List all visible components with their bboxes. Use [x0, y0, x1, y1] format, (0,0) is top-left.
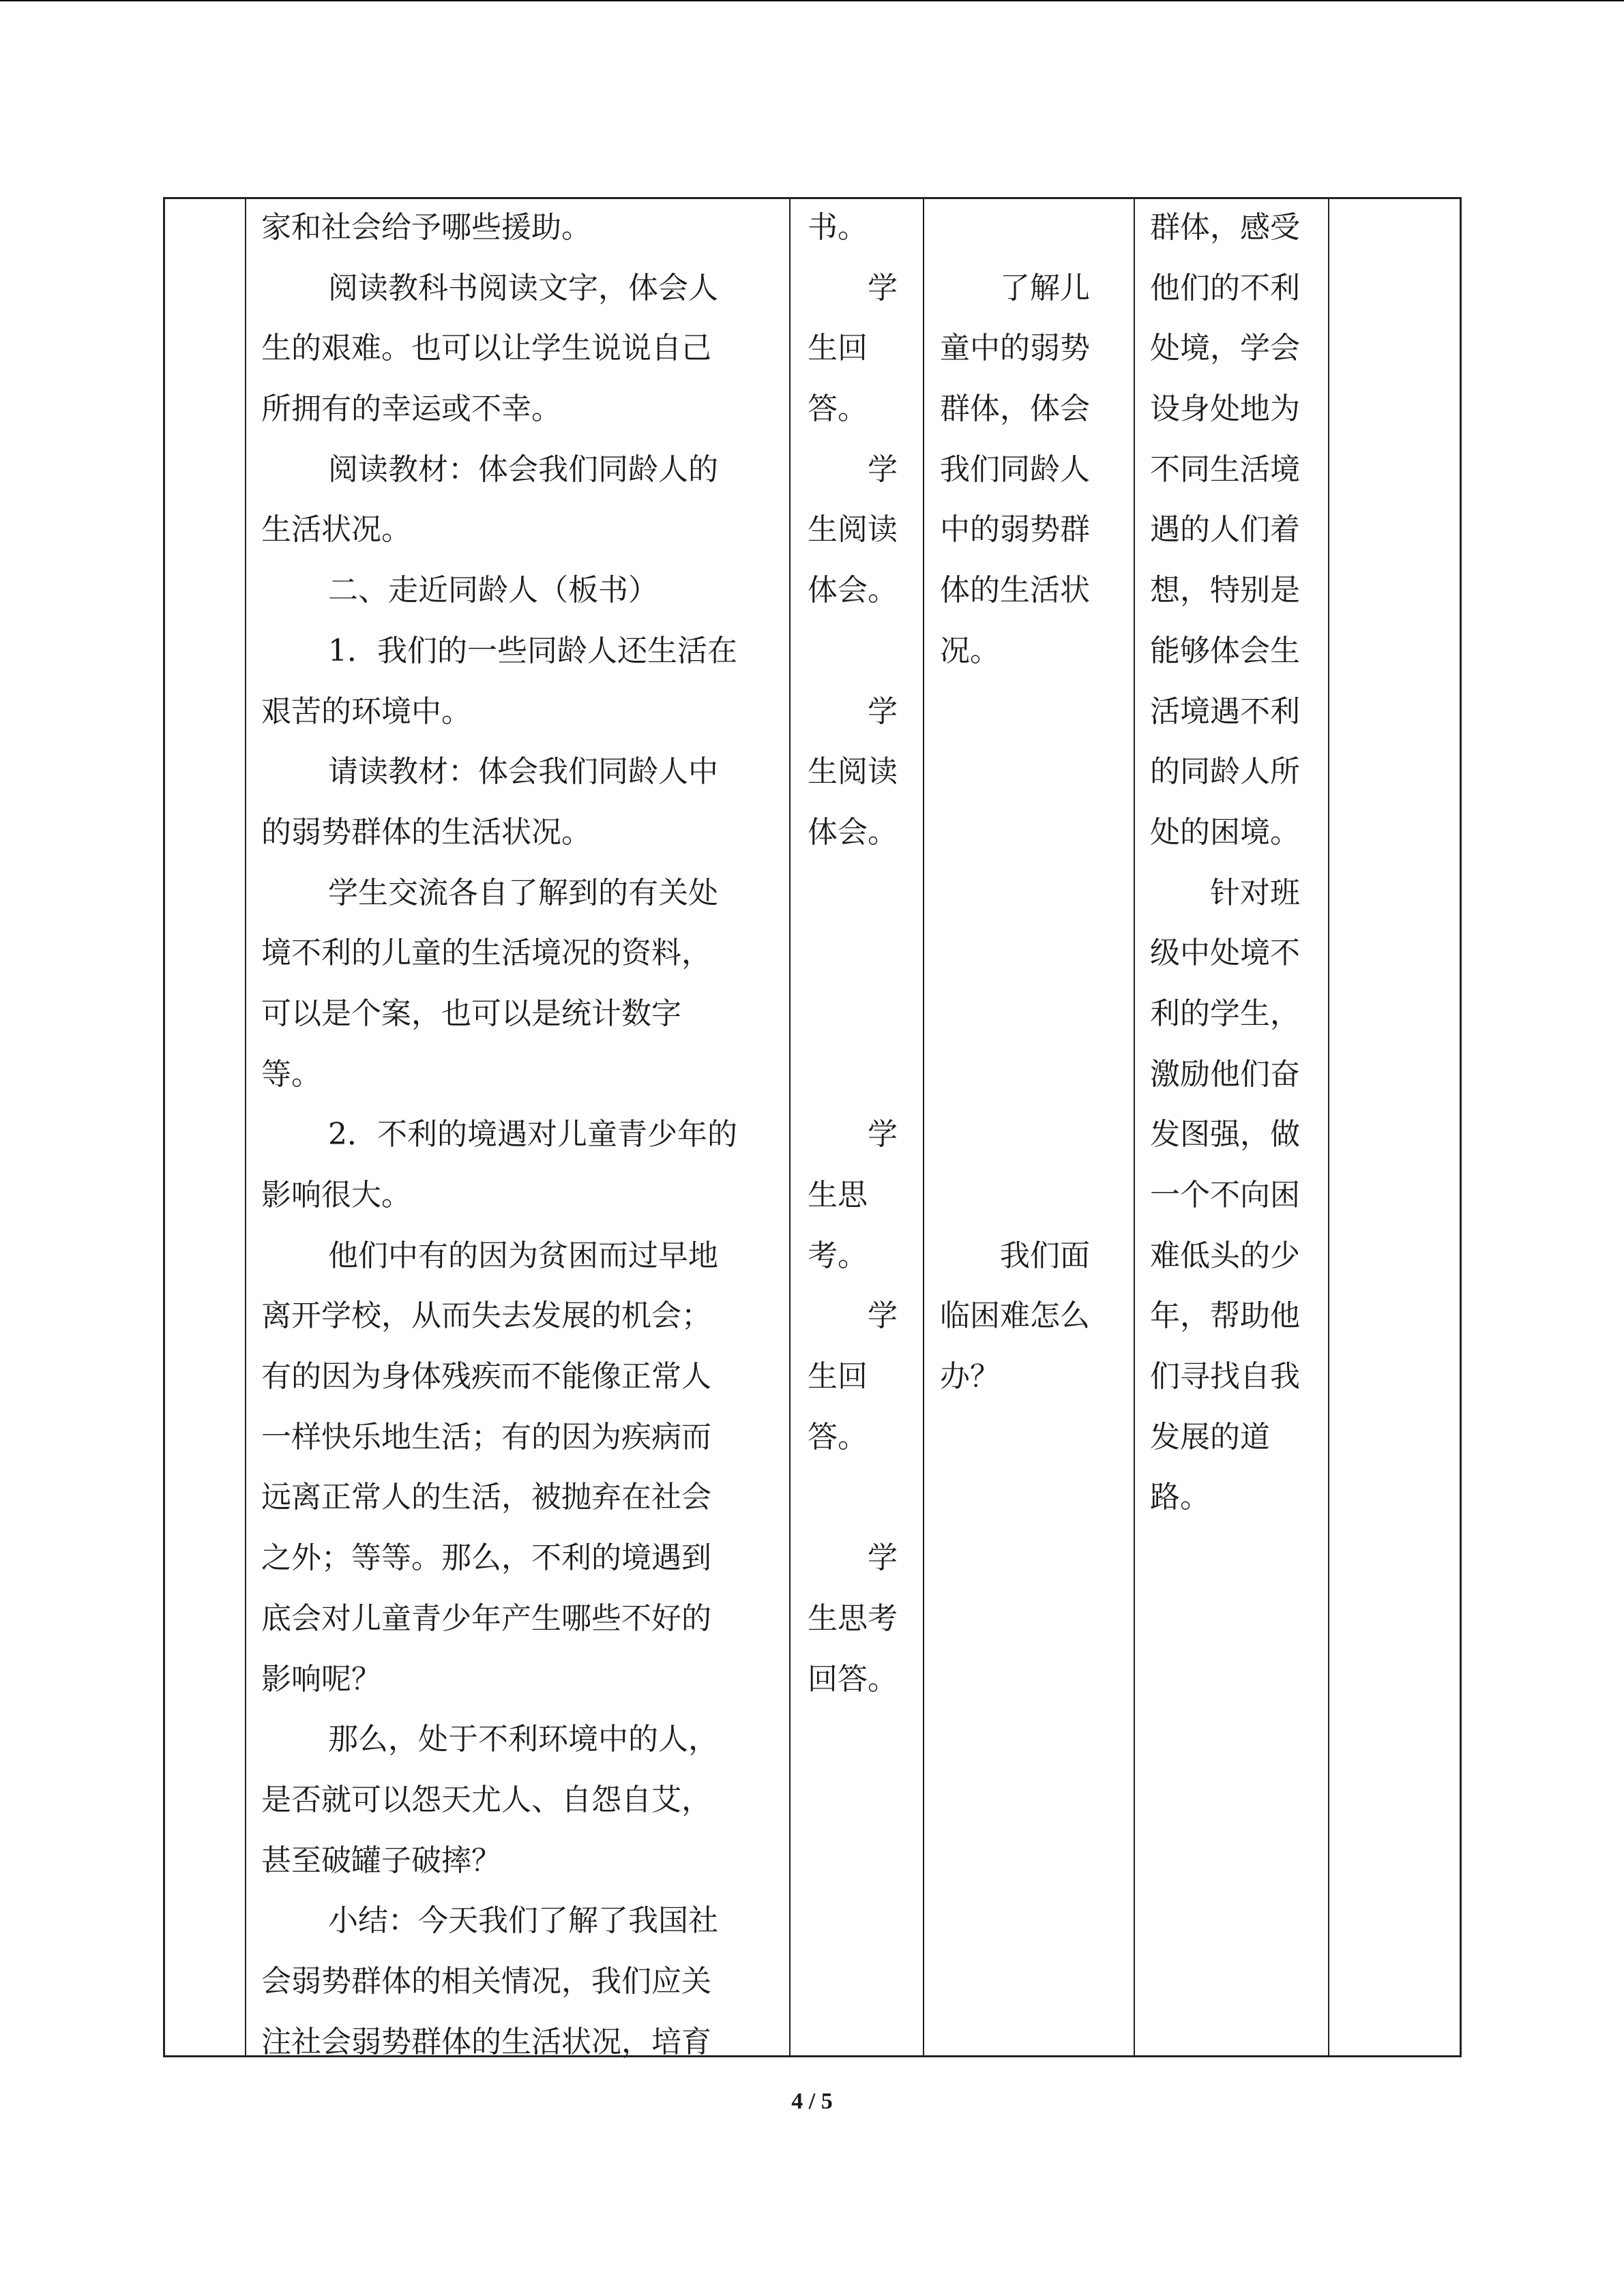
text-line: 办？ — [940, 1359, 1000, 1395]
text-line: 的同龄人所 — [1150, 754, 1300, 790]
text-line: 年，帮助他 — [1150, 1298, 1300, 1334]
text-line — [940, 1045, 1090, 1105]
column-divider — [923, 199, 924, 2055]
text-line: 们寻找自我 — [1150, 1359, 1300, 1395]
text-line: 影响呢？ — [261, 1661, 381, 1697]
text-line: 会弱势群体的相关情况，我们应关 — [261, 1963, 711, 1999]
text-line: 学 — [868, 270, 898, 305]
text-line: 小结：今天我们了解了我国社 — [328, 1903, 718, 1939]
text-line — [940, 1105, 1090, 1165]
text-line: 想，特别是 — [1150, 573, 1300, 608]
text-line: 生回 — [808, 331, 868, 366]
text-line: 答。 — [808, 1419, 868, 1455]
text-line — [940, 742, 1090, 803]
text-line — [940, 863, 1090, 924]
text-line: 学 — [868, 451, 898, 487]
text-line: 群体，感受 — [1150, 210, 1300, 245]
text-line: 学 — [868, 1117, 898, 1152]
text-line: 离开学校，从而失去发展的机会； — [261, 1298, 711, 1334]
text-line — [808, 923, 898, 984]
text-line: 群体，体会 — [940, 391, 1090, 427]
text-line: 书。 — [808, 210, 868, 245]
text-line: 能够体会生 — [1150, 633, 1300, 668]
text-line: 家和社会给予哪些援助。 — [261, 210, 591, 245]
text-line: 生活状况。 — [261, 512, 411, 548]
text-line: 我们面 — [1000, 1238, 1090, 1273]
text-line: 级中处境不 — [1150, 936, 1300, 971]
text-line — [808, 1045, 898, 1105]
text-line: 发展的道 — [1150, 1419, 1270, 1455]
text-line: 二、走近同龄人（板书） — [328, 573, 658, 608]
text-line: 处的困境。 — [1150, 814, 1300, 850]
text-line: 甚至破罐子破摔？ — [261, 1843, 501, 1878]
text-line: 活境遇不利 — [1150, 694, 1300, 729]
text-line: 遇的人们着 — [1150, 512, 1300, 548]
text-line: 路。 — [1150, 1480, 1210, 1515]
teaching-goal-cell — [1150, 198, 1300, 1528]
page-number: 4 / 5 — [791, 2089, 833, 2114]
teaching-content-cell — [261, 198, 737, 2072]
text-line: 影响很大。 — [261, 1178, 411, 1212]
text-line: 生思 — [808, 1178, 868, 1212]
text-line: 请读教材：体会我们同龄人中 — [328, 754, 718, 790]
text-line — [808, 863, 898, 924]
text-line: 况。 — [940, 633, 1000, 668]
student-activity-cell — [808, 198, 898, 1710]
text-line: 不同生活境 — [1150, 451, 1300, 487]
text-line — [940, 1165, 1090, 1226]
text-line: 体的生活状 — [940, 573, 1090, 608]
text-line: 难低头的少 — [1150, 1238, 1300, 1273]
text-line: 艰苦的环境中。 — [261, 694, 471, 729]
text-line: 是否就可以怨天尤人、自怨自艾， — [261, 1782, 711, 1817]
text-line: 设身处地为 — [1150, 391, 1300, 427]
text-line: 我们同龄人 — [940, 451, 1090, 487]
text-line: 考。 — [808, 1238, 868, 1273]
column-divider — [245, 199, 246, 2055]
text-line: 针对班 — [1210, 875, 1300, 910]
text-line: 生阅读 — [808, 512, 898, 548]
text-line: 注社会弱势群体的生活状况，培育 — [261, 2024, 711, 2059]
text-line: 的弱势群体的生活状况。 — [261, 814, 591, 850]
text-line: 之外；等等。那么，不利的境遇到 — [261, 1540, 711, 1576]
text-line: 学 — [868, 1298, 898, 1334]
text-line: 那么，处于不利环境中的人， — [328, 1722, 718, 1757]
text-line: 童中的弱势 — [940, 331, 1090, 366]
text-line: 有的因为身体残疾而不能像正常人 — [261, 1359, 711, 1395]
text-line: 激励他们奋 — [1150, 1056, 1300, 1092]
text-line: 生回 — [808, 1359, 868, 1395]
text-line: 临困难怎么 — [940, 1298, 1090, 1334]
text-line: 阅读教材：体会我们同龄人的 — [328, 451, 718, 487]
text-line: 等。 — [261, 1056, 321, 1092]
text-line: 体会。 — [808, 573, 898, 608]
text-line — [940, 923, 1090, 984]
text-line: 他们的不利 — [1150, 270, 1300, 305]
text-line: 阅读教科书阅读文字，体会人 — [328, 270, 718, 305]
column-divider — [789, 199, 791, 2055]
text-line: 他们中有的因为贫困而过早地 — [328, 1238, 718, 1273]
text-line: 远离正常人的生活，被抛弃在社会 — [261, 1480, 711, 1515]
lesson-plan-table — [163, 197, 1462, 2057]
text-line: 学生交流各自了解到的有关处 — [328, 875, 718, 910]
text-line: 学 — [868, 694, 898, 729]
text-line: 答。 — [808, 391, 868, 427]
text-line: 底会对儿童青少年产生哪些不好的 — [261, 1600, 711, 1636]
text-line: 一个不向困 — [1150, 1178, 1300, 1212]
text-line: 一样快乐地生活；有的因为疾病而 — [261, 1419, 711, 1455]
text-line: 学 — [868, 1540, 898, 1576]
text-line — [940, 984, 1090, 1045]
page-top-edge — [0, 0, 1624, 1]
text-line — [808, 1467, 898, 1528]
text-line — [940, 198, 1090, 258]
text-line: 生思考 — [808, 1600, 898, 1636]
column-divider — [1134, 199, 1135, 2055]
text-line: 生的艰难。也可以让学生说说自己 — [261, 331, 711, 366]
text-line — [940, 682, 1090, 743]
text-line: 1．我们的一些同龄人还生活在 — [328, 633, 737, 668]
column-divider — [1328, 199, 1329, 2055]
text-line: 了解儿 — [1000, 270, 1090, 305]
text-line: 利的学生， — [1150, 996, 1300, 1031]
text-line: 所拥有的幸运或不幸。 — [261, 391, 561, 427]
design-intent-cell — [940, 198, 1090, 1407]
text-line: 中的弱势群 — [940, 512, 1090, 548]
text-line: 发图强，做 — [1150, 1117, 1300, 1152]
text-line: 可以是个案，也可以是统计数字 — [261, 996, 681, 1031]
text-line: 回答。 — [808, 1661, 898, 1697]
text-line: 体会。 — [808, 814, 898, 850]
text-line — [808, 984, 898, 1045]
text-line — [808, 621, 898, 682]
text-line: 处境，学会 — [1150, 331, 1300, 366]
text-line: 2．不利的境遇对儿童青少年的 — [328, 1117, 737, 1152]
text-line: 生阅读 — [808, 754, 898, 790]
text-line: 境不利的儿童的生活境况的资料， — [261, 936, 711, 971]
text-line — [940, 803, 1090, 863]
